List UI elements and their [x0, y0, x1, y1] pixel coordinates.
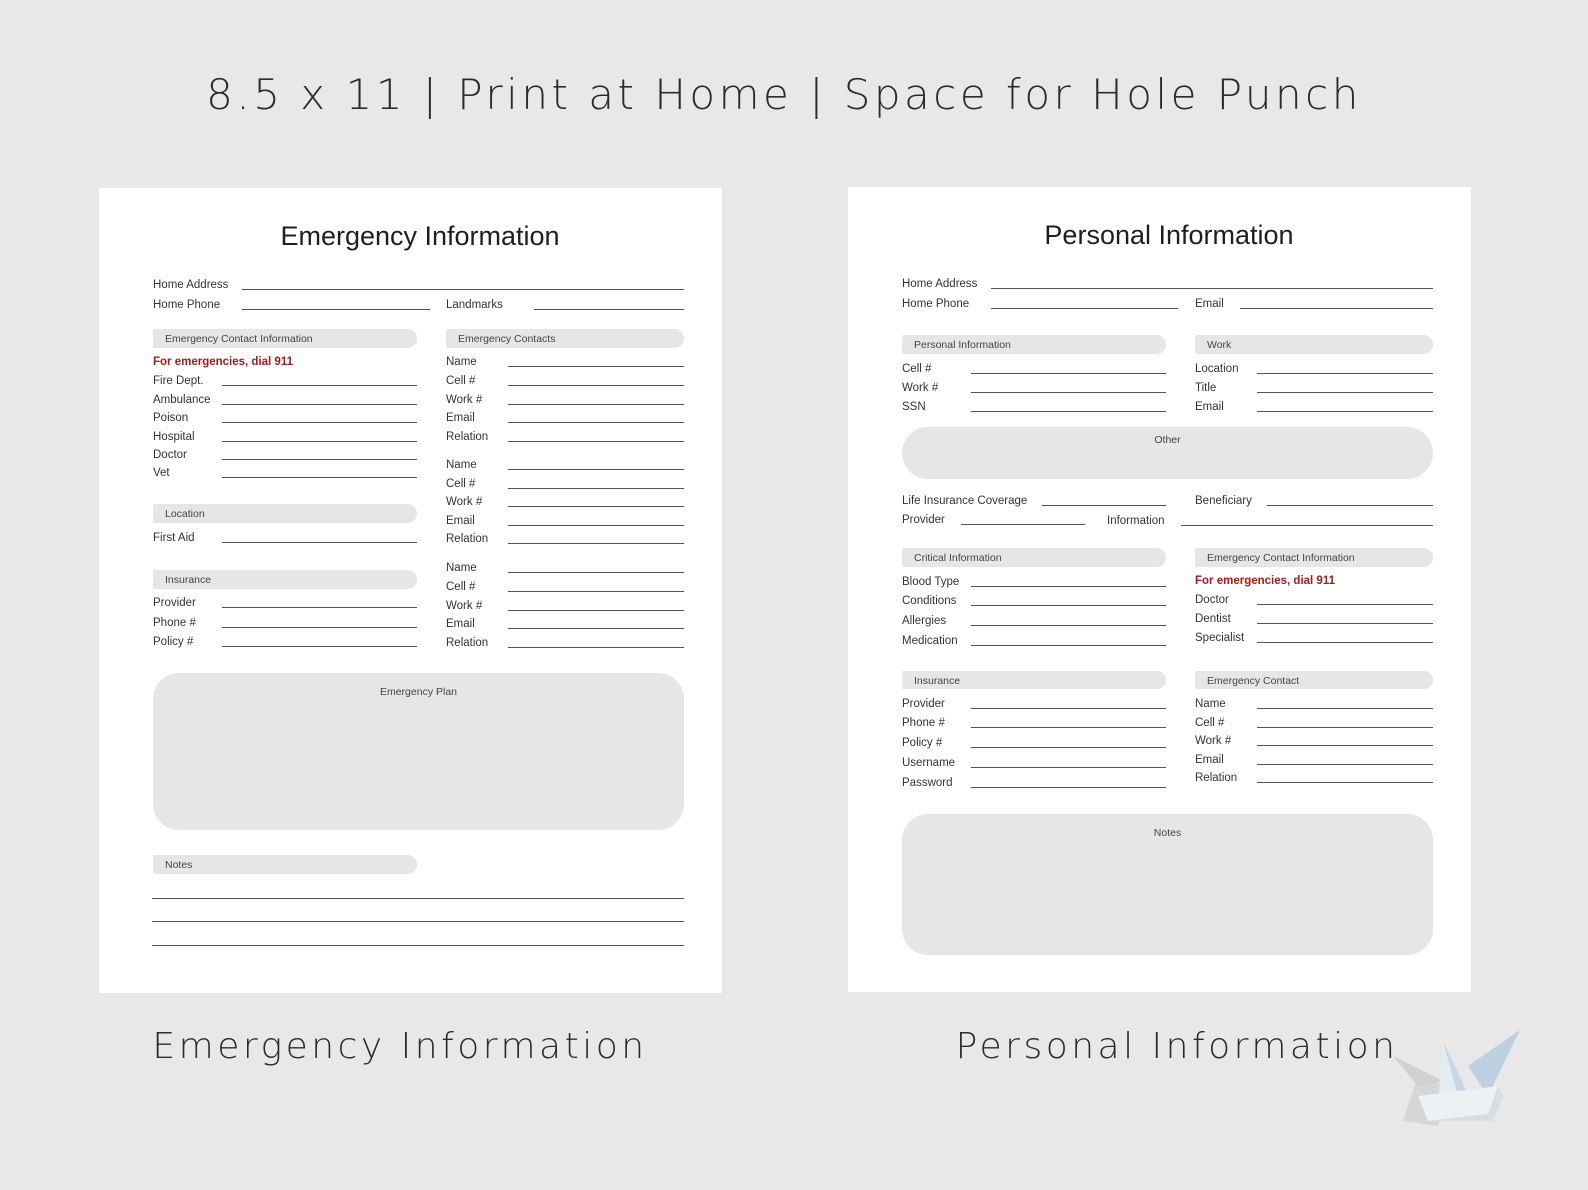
contact-field-label: Name — [446, 459, 477, 471]
first-aid-field-label: First Aid — [153, 532, 195, 544]
contact-field-label: Cell # — [1195, 717, 1225, 729]
life-insurance-provider-field-label: Provider — [902, 514, 945, 526]
contact-field-label: Relation — [446, 637, 489, 649]
dial-911-note: For emergencies, dial 911 — [1195, 575, 1335, 587]
contact-field-input[interactable] — [1257, 708, 1433, 709]
contact-field-label: Email — [446, 618, 475, 630]
contact-field-label: Email — [1195, 754, 1224, 766]
emergency-field-label: Specialist — [1195, 632, 1245, 644]
life-insurance-coverage-field-label: Life Insurance Coverage — [902, 495, 1028, 507]
contact-field-input[interactable] — [508, 422, 684, 423]
section-work-label: Work — [1207, 339, 1232, 351]
insurance-field-label: Phone # — [153, 617, 196, 629]
emergency-field-label: Dentist — [1195, 613, 1231, 625]
contact-field-input[interactable] — [1257, 764, 1433, 765]
insurance-field-input[interactable] — [222, 607, 417, 608]
insurance-field-input[interactable] — [222, 646, 417, 647]
email-field-label: Email — [1195, 298, 1224, 310]
emergency-field-input[interactable] — [222, 459, 417, 460]
critical-field-label: Conditions — [902, 595, 957, 607]
contact-field-input[interactable] — [508, 525, 684, 526]
contact-field-label: Work # — [446, 394, 483, 406]
notes-line[interactable] — [152, 898, 684, 899]
section-personal-information-label: Personal Information — [914, 339, 1011, 351]
critical-field-input[interactable] — [971, 586, 1166, 587]
personal-field-label: Cell # — [902, 363, 932, 375]
section-personal-information — [902, 335, 1166, 354]
notes-box[interactable] — [902, 814, 1433, 955]
emergency-field-label: Fire Dept. — [153, 375, 204, 387]
contact-field-input[interactable] — [508, 366, 684, 367]
contact-field-input[interactable] — [508, 488, 684, 489]
personal-field-label: SSN — [902, 401, 926, 413]
dial-911-note: For emergencies, dial 911 — [153, 356, 293, 368]
contact-field-label: Cell # — [446, 478, 476, 490]
contact-field-input[interactable] — [1257, 782, 1433, 783]
section-insurance-label: Insurance — [165, 574, 212, 586]
landmarks-field-input[interactable] — [534, 309, 684, 310]
insurance-field-input[interactable] — [222, 627, 417, 628]
contact-field-input[interactable] — [508, 385, 684, 386]
home-address-field-label: Home Address — [902, 278, 978, 290]
emergency-field-input[interactable] — [222, 477, 417, 478]
insurance-field-label: Provider — [153, 597, 196, 609]
section-work — [1195, 335, 1433, 354]
contact-field-label: Relation — [446, 431, 489, 443]
other-box[interactable] — [902, 427, 1433, 479]
caption-personal-information: Personal Information — [955, 1026, 1399, 1067]
work-field-input[interactable] — [1257, 373, 1433, 374]
contact-field-label: Cell # — [446, 581, 476, 593]
email-field-input[interactable] — [1240, 308, 1433, 309]
contact-field-label: Relation — [446, 533, 489, 545]
contact-field-label: Name — [446, 562, 477, 574]
critical-field-label: Medication — [902, 635, 958, 647]
contact-field-input[interactable] — [508, 647, 684, 648]
home-phone-field-label: Home Phone — [902, 298, 970, 310]
insurance-field-input[interactable] — [971, 747, 1166, 748]
personal-field-input[interactable] — [971, 373, 1166, 374]
contact-field-input[interactable] — [508, 469, 684, 470]
critical-field-input[interactable] — [971, 645, 1166, 646]
insurance-field-label: Policy # — [153, 636, 194, 648]
contact-field-input[interactable] — [508, 441, 684, 442]
other-box-label: Other — [1154, 434, 1181, 446]
headline: 8.5 x 11 | Print at Home | Space for Hole Punch — [206, 70, 1362, 119]
section-emergency-contact — [1195, 671, 1433, 689]
insurance-field-label: Phone # — [902, 717, 945, 729]
home-address-field-input[interactable] — [242, 289, 684, 290]
contact-field-label: Work # — [446, 496, 483, 508]
personal-field-input[interactable] — [971, 411, 1166, 412]
home-phone-field-label: Home Phone — [153, 299, 221, 311]
work-field-label: Location — [1195, 363, 1239, 375]
section-insurance — [153, 570, 417, 589]
life-insurance-coverage-field-input[interactable] — [1042, 505, 1166, 506]
section-notes-label: Notes — [165, 859, 193, 871]
emergency-field-input[interactable] — [222, 441, 417, 442]
notes-box-label: Notes — [1153, 827, 1182, 839]
contact-field-label: Email — [446, 515, 475, 527]
section-emergency-contacts — [446, 329, 684, 348]
section-insurance-label: Insurance — [914, 675, 961, 687]
personal-page-title: Personal Information — [1044, 220, 1294, 250]
section-emergency-contact-information-label: Emergency Contact Information — [1207, 552, 1355, 564]
section-emergency-contact-information-label: Emergency Contact Information — [165, 333, 313, 345]
emergency-field-label: Doctor — [1195, 594, 1229, 606]
insurance-field-label: Provider — [902, 698, 945, 710]
notes-line[interactable] — [152, 945, 684, 946]
insurance-field-label: Password — [902, 777, 953, 789]
critical-field-label: Allergies — [902, 615, 947, 627]
personal-field-input[interactable] — [971, 392, 1166, 393]
emergency-field-label: Ambulance — [153, 394, 211, 406]
home-address-field-label: Home Address — [153, 279, 229, 291]
section-insurance — [902, 671, 1166, 689]
contact-field-input[interactable] — [508, 628, 684, 629]
home-address-field-input[interactable] — [991, 288, 1433, 289]
insurance-field-label: Username — [902, 757, 956, 769]
emergency-field-input[interactable] — [1257, 623, 1433, 624]
section-location-label: Location — [165, 508, 205, 520]
life-insurance-provider-field-input[interactable] — [961, 524, 1085, 525]
personal-field-label: Work # — [902, 382, 939, 394]
emergency-field-label: Hospital — [153, 431, 195, 443]
section-emergency-contacts-label: Emergency Contacts — [458, 333, 556, 345]
insurance-field-input[interactable] — [971, 767, 1166, 768]
contact-field-label: Email — [446, 412, 475, 424]
work-field-input[interactable] — [1257, 392, 1433, 393]
emergency-page-title: Emergency Information — [280, 221, 560, 251]
insurance-field-input[interactable] — [971, 787, 1166, 788]
emergency-field-input[interactable] — [222, 404, 417, 405]
contact-field-label: Name — [1195, 698, 1226, 710]
critical-field-input[interactable] — [971, 605, 1166, 606]
first-aid-field-input[interactable] — [222, 542, 417, 543]
life-insurance-information-field-input[interactable] — [1181, 525, 1433, 526]
emergency-field-input[interactable] — [1257, 642, 1433, 643]
emergency-field-label: Poison — [153, 412, 189, 424]
paper-boat-logo-icon — [1388, 1026, 1524, 1130]
contact-field-input[interactable] — [508, 506, 684, 507]
contact-field-input[interactable] — [508, 591, 684, 592]
caption-emergency-information: Emergency Information — [152, 1026, 648, 1067]
emergency-field-input[interactable] — [222, 422, 417, 423]
landmarks-field-label: Landmarks — [446, 299, 503, 311]
section-notes — [153, 855, 417, 874]
contact-field-label: Name — [446, 356, 477, 368]
insurance-field-input[interactable] — [971, 708, 1166, 709]
section-emergency-contact-information — [153, 329, 417, 348]
contact-field-label: Work # — [1195, 735, 1232, 747]
contact-field-input[interactable] — [508, 610, 684, 611]
emergency-field-label: Doctor — [153, 449, 187, 461]
home-phone-field-input[interactable] — [242, 309, 430, 310]
contact-field-input[interactable] — [1257, 745, 1433, 746]
contact-field-label: Cell # — [446, 375, 476, 387]
emergency-plan-box-label: Emergency Plan — [379, 686, 458, 698]
beneficiary-field-label: Beneficiary — [1195, 495, 1252, 507]
contact-field-input[interactable] — [508, 572, 684, 573]
contact-field-input[interactable] — [1257, 727, 1433, 728]
contact-field-input[interactable] — [508, 404, 684, 405]
insurance-field-label: Policy # — [902, 737, 943, 749]
emergency-field-label: Vet — [153, 467, 170, 479]
contact-field-label: Work # — [446, 600, 483, 612]
contact-field-label: Relation — [1195, 772, 1238, 784]
work-field-label: Email — [1195, 401, 1224, 413]
emergency-plan-box[interactable] — [153, 673, 684, 830]
notes-line[interactable] — [152, 921, 684, 922]
critical-field-input[interactable] — [971, 625, 1166, 626]
contact-field-input[interactable] — [508, 543, 684, 544]
section-critical-information — [902, 548, 1166, 567]
emergency-field-input[interactable] — [1257, 604, 1433, 605]
emergency-field-input[interactable] — [222, 385, 417, 386]
work-field-input[interactable] — [1257, 411, 1433, 412]
home-phone-field-input[interactable] — [991, 308, 1178, 309]
section-critical-information-label: Critical Information — [914, 552, 1002, 564]
section-emergency-contact-label: Emergency Contact — [1207, 675, 1300, 687]
section-location — [153, 504, 417, 523]
critical-field-label: Blood Type — [902, 576, 960, 588]
life-insurance-information-field-label: Information — [1107, 515, 1165, 527]
section-emergency-contact-information — [1195, 548, 1433, 567]
work-field-label: Title — [1195, 382, 1217, 394]
beneficiary-field-input[interactable] — [1267, 505, 1433, 506]
insurance-field-input[interactable] — [971, 727, 1166, 728]
